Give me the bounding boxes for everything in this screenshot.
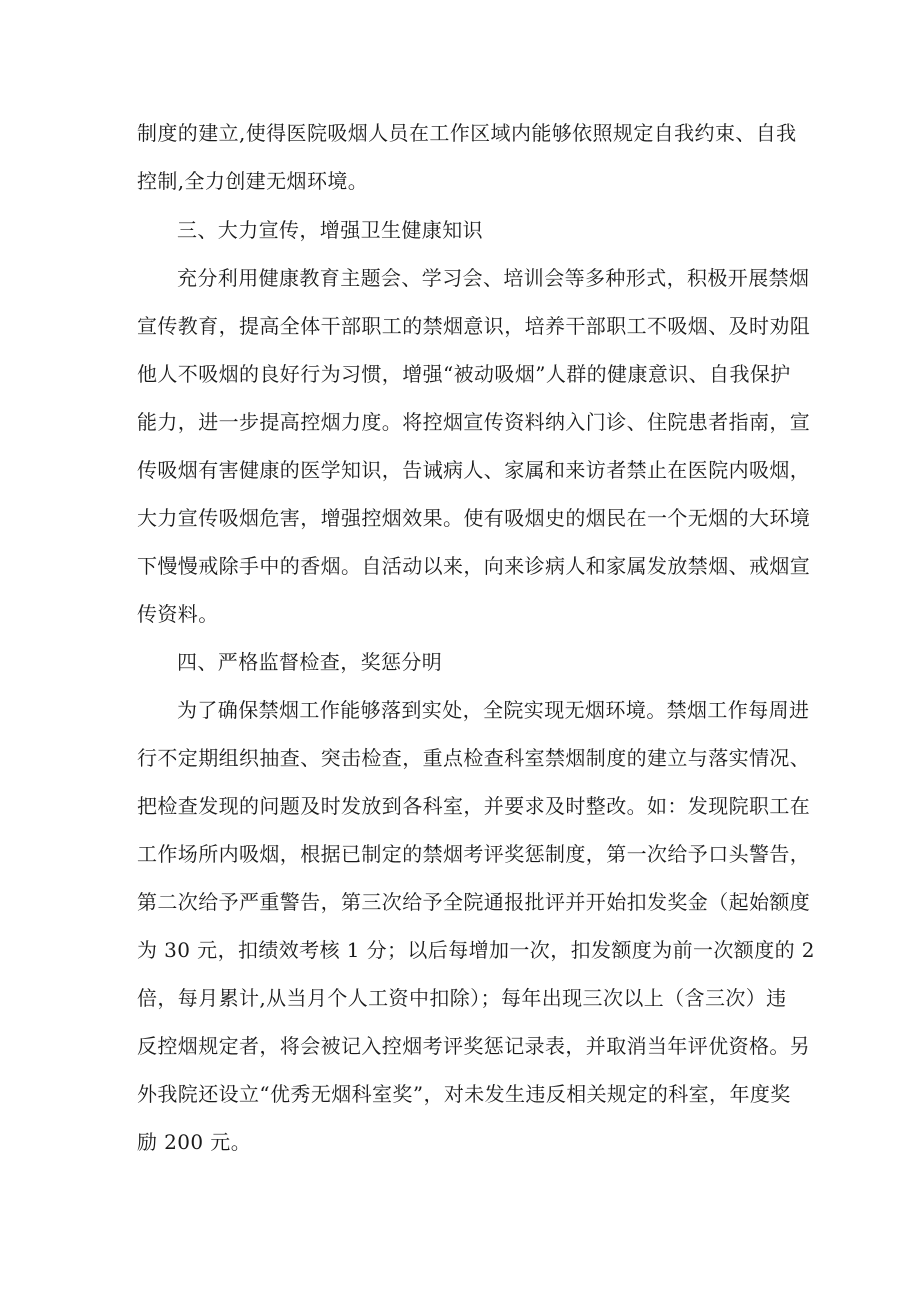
text-line: 传吸烟有害健康的医学知识，告诫病人、家属和来访者禁止在医院内吸烟， xyxy=(137,458,811,482)
text-line: 把检查发现的问题及时发放到各科室，并要求及时整改。如：发现院职工在 xyxy=(137,794,811,818)
text-line: 外我院还设立“优秀无烟科室奖”，对未发生违反相关规定的科室，年度奖 xyxy=(137,1082,791,1106)
text-line: 下慢慢戒除手中的香烟。自活动以来，向来诊病人和家属发放禁烟、戒烟宣 xyxy=(137,554,811,578)
text-line: 反控烟规定者，将会被记入控烟考评奖惩记录表，并取消当年评优资格。另 xyxy=(137,1034,811,1058)
text-line: 制度的建立,使得医院吸烟人员在工作区域内能够依照规定自我约束、自我 xyxy=(137,121,797,145)
section-heading: 三、大力宣传，增强卫生健康知识 xyxy=(177,218,483,242)
text-line: 传资料。 xyxy=(137,602,219,626)
text-line: 为 30 元，扣绩效考核 1 分；以后每增加一次，扣发额度为前一次额度的 2 xyxy=(137,938,815,962)
text-line: 大力宣传吸烟危害，增强控烟效果。使有吸烟史的烟民在一个无烟的大环境 xyxy=(137,506,811,530)
text-line: 倍，每月累计,从当月个人工资中扣除）；每年出现三次以上（含三次）违 xyxy=(137,986,787,1010)
text-line: 励 200 元。 xyxy=(137,1130,252,1154)
text-line: 宣传教育，提高全体干部职工的禁烟意识，培养干部职工不吸烟、及时劝阻 xyxy=(137,314,811,338)
text-line: 控制,全力创建无烟环境。 xyxy=(137,169,369,193)
text-line: 工作场所内吸烟，根据已制定的禁烟考评奖惩制度，第一次给予口头警告， xyxy=(137,842,811,866)
text-line: 他人不吸烟的良好行为习惯，增强“被动吸烟”人群的健康意识、自我保护 xyxy=(137,362,791,386)
text-line: 为了确保禁烟工作能够落到实处，全院实现无烟环境。禁烟工作每周进 xyxy=(177,698,810,722)
text-line: 第二次给予严重警告，第三次给予全院通报批评并开始扣发奖金（起始额度 xyxy=(137,890,811,914)
text-line: 能力，进一步提高控烟力度。将控烟宣传资料纳入门诊、住院患者指南，宣 xyxy=(137,410,811,434)
text-line: 充分利用健康教育主题会、学习会、培训会等多种形式，积极开展禁烟 xyxy=(177,266,810,290)
section-heading: 四、严格监督检查，奖惩分明 xyxy=(177,650,443,674)
text-line: 行不定期组织抽查、突击检查，重点检查科室禁烟制度的建立与落实情况、 xyxy=(137,746,811,770)
